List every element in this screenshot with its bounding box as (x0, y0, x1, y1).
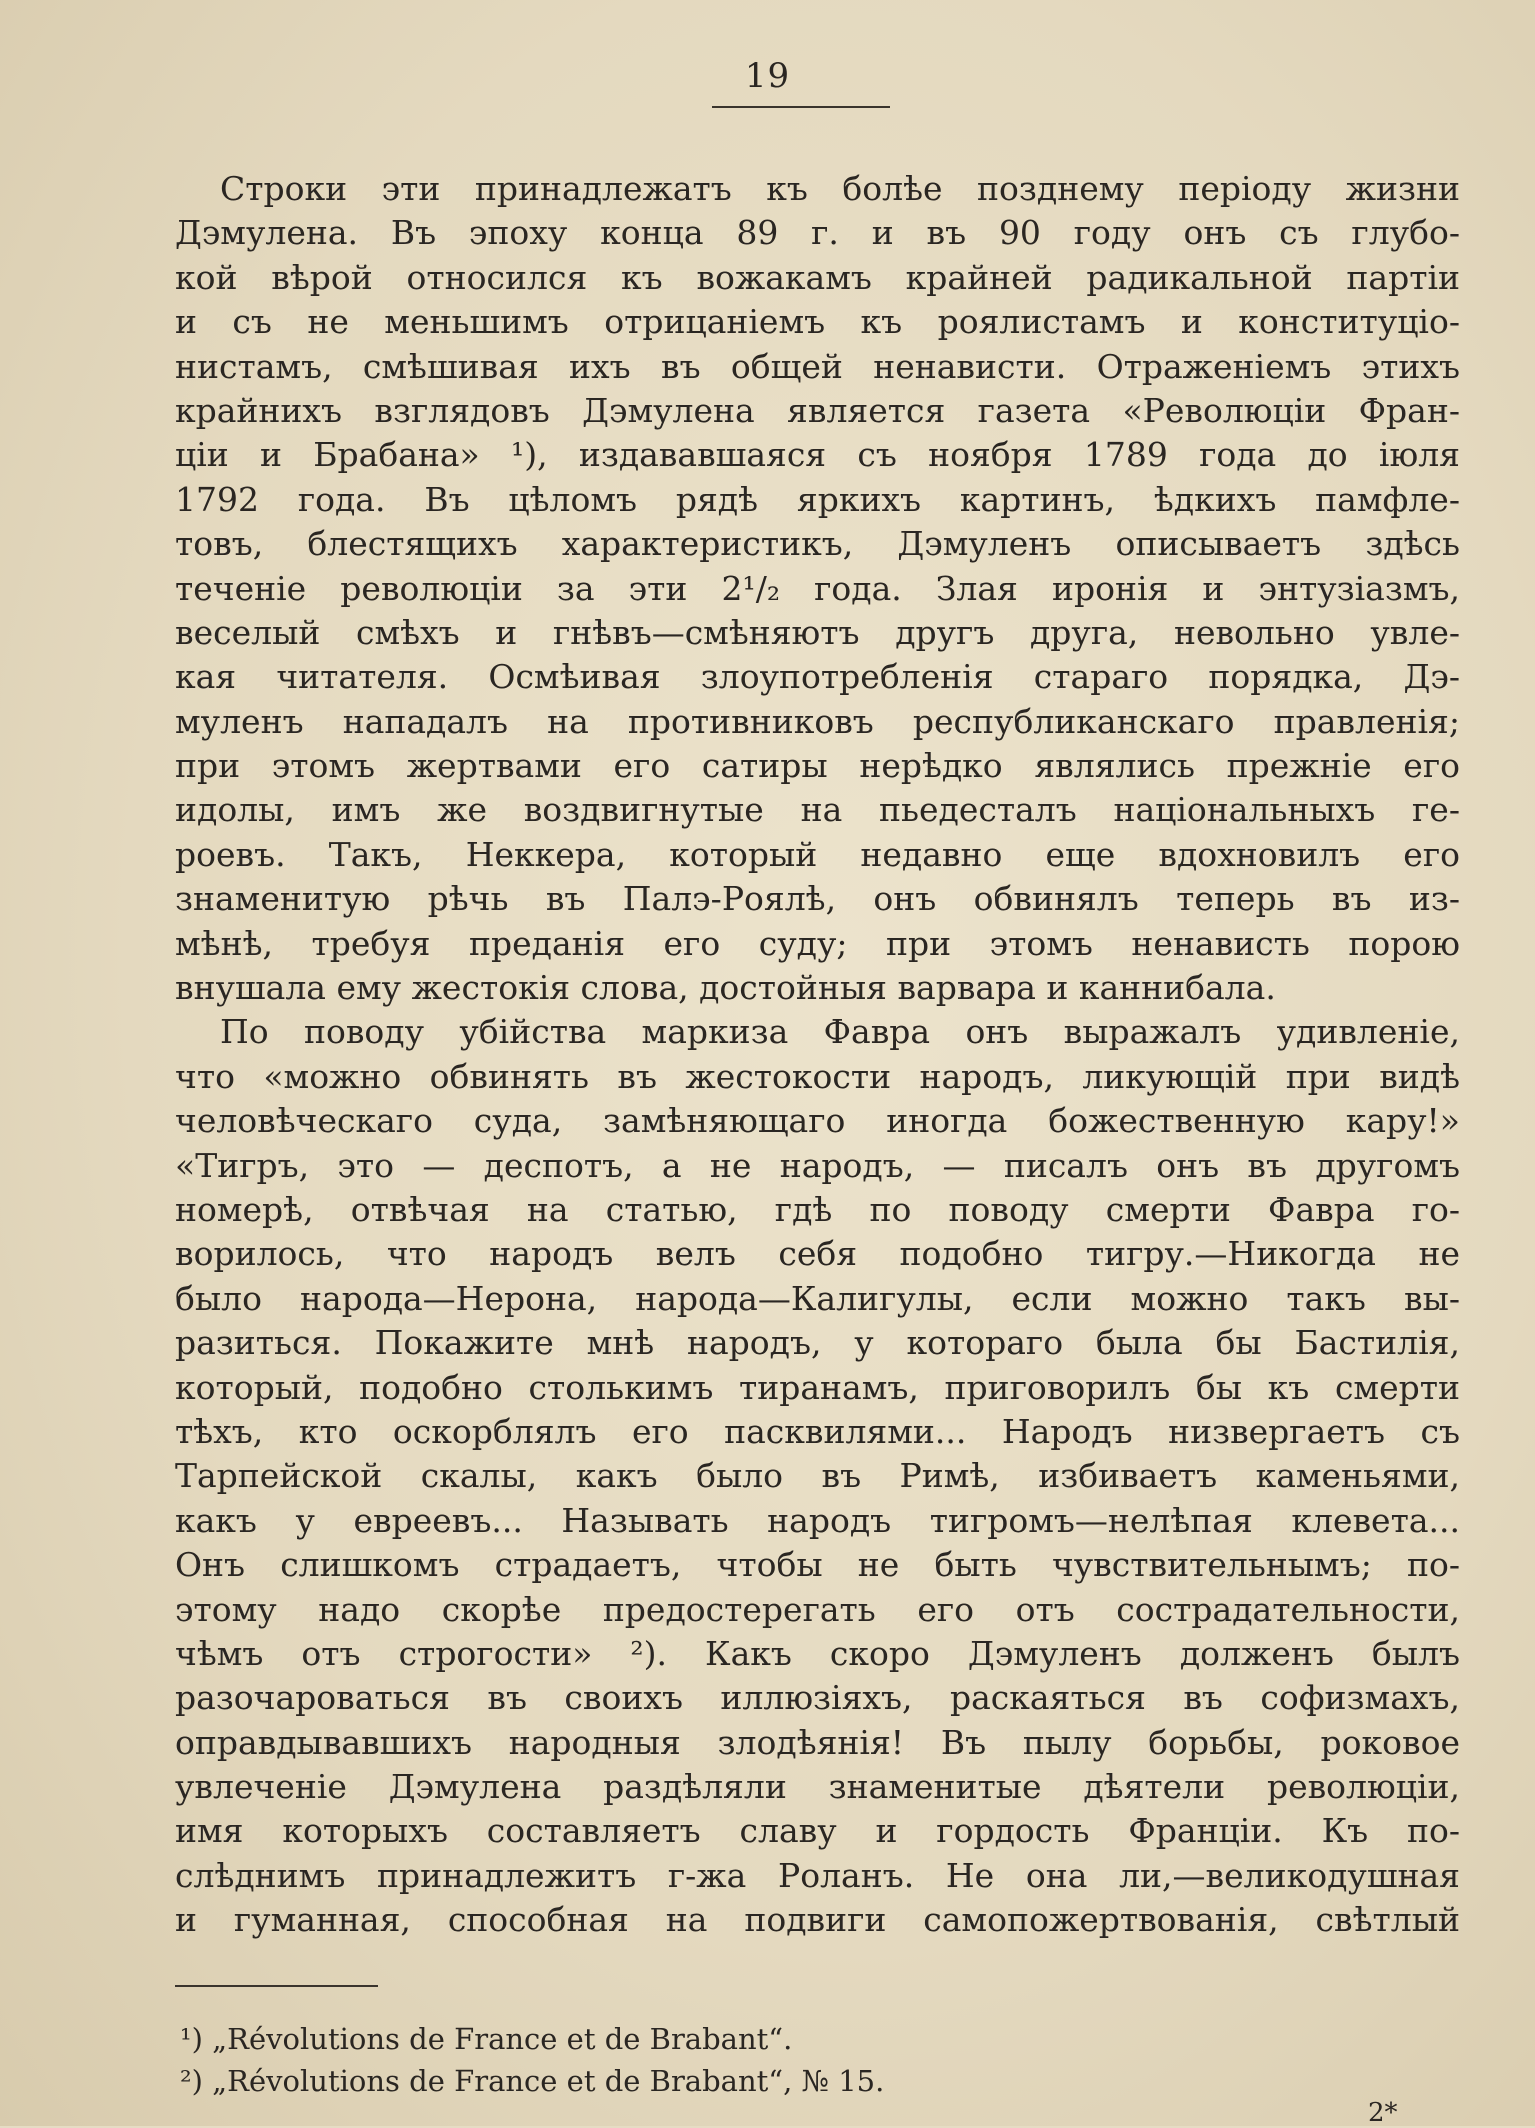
text-line: какъ у евреевъ... Называть народъ тигромъ—нелѣпая клевета... (175, 1500, 1460, 1540)
text-line: мѣнѣ, требуя преданія его суду; при этомъ ненависть порою (175, 923, 1460, 963)
text-line: человѣческаго суда, замѣняющаго иногда божественную кару!» (175, 1101, 1460, 1141)
text-line: Онъ слишкомъ страдаетъ, чтобы не быть чувствительнымъ; по- (175, 1545, 1460, 1585)
text-line: увлеченіе Дэмулена раздѣляли знаменитые дѣятели революціи, (175, 1767, 1460, 1807)
text-line: знаменитую рѣчь въ Палэ-Роялѣ, онъ обвинялъ теперь въ из- (175, 879, 1460, 919)
text-line: имя которыхъ составляетъ славу и гордость Франціи. Къ по- (175, 1811, 1460, 1851)
text-line: кая читателя. Осмѣивая злоупотребленія стараго порядка, Дэ- (175, 657, 1460, 697)
page-number-rule (712, 106, 890, 108)
text-line: муленъ нападалъ на противниковъ республиканскаго правленія; (175, 701, 1460, 741)
footnote: ²) „Révolutions de France et de Brabant“, № 15. (180, 2064, 885, 2098)
text-line: при этомъ жертвами его сатиры нерѣдко являлись прежніе его (175, 746, 1460, 786)
signature-mark: 2* (1368, 2098, 1398, 2128)
text-line: теченіе революціи за эти 2¹/₂ года. Злая иронія и энтузіазмъ, (175, 568, 1460, 608)
text-line: По поводу убійства маркиза Фавра онъ выражалъ удивленіе, (220, 1012, 1460, 1052)
text-line: что «можно обвинять въ жестокости народъ, ликующій при видѣ (175, 1056, 1460, 1096)
text-line: было народа—Нерона, народа—Калигулы, если можно такъ вы- (175, 1278, 1460, 1318)
text-line: товъ, блестящихъ характеристикъ, Дэмуленъ описываетъ здѣсь (175, 524, 1460, 564)
text-line: Дэмулена. Въ эпоху конца 89 г. и въ 90 году онъ съ глубо- (175, 213, 1460, 253)
footnote-rule (175, 1985, 378, 1987)
text-line: 1792 года. Въ цѣломъ рядѣ яркихъ картинъ, ѣдкихъ памфле- (175, 479, 1460, 519)
text-line: разочароваться въ своихъ иллюзіяхъ, раскаяться въ софизмахъ, (175, 1678, 1460, 1718)
text-line: этому надо скорѣе предостерегать его отъ сострадательности, (175, 1589, 1460, 1629)
text-line: нистамъ, смѣшивая ихъ въ общей ненависти. Отраженіемъ этихъ (175, 346, 1460, 386)
text-line: и съ не меньшимъ отрицаніемъ къ роялистамъ и конституціо- (175, 302, 1460, 342)
text-line: и гуманная, способная на подвиги самопожертвованія, свѣтлый (175, 1900, 1460, 1940)
text-line: номерѣ, отвѣчая на статью, гдѣ по поводу смерти Фавра го- (175, 1189, 1460, 1229)
footnotes (180, 2018, 1280, 2102)
text-line: внушала ему жестокія слова, достойныя варвара и каннибала. (175, 968, 1276, 1008)
text-line: оправдывавшихъ народныя злодѣянія! Въ пылу борьбы, роковое (175, 1722, 1460, 1762)
text-line: разиться. Покажите мнѣ народъ, у котораго была бы Бастилія, (175, 1323, 1460, 1363)
text-line: ціи и Брабана» ¹), издававшаяся съ ноября 1789 года до іюля (175, 435, 1460, 475)
text-line: крайнихъ взглядовъ Дэмулена является газета «Революціи Фран- (175, 390, 1460, 430)
text-line: роевъ. Такъ, Неккера, который недавно еще вдохновилъ его (175, 834, 1460, 874)
text-line: чѣмъ отъ строгости» ²). Какъ скоро Дэмуленъ долженъ былъ (175, 1633, 1460, 1673)
footnote: ¹) „Révolutions de France et de Brabant“. (180, 2022, 793, 2056)
text-line: Тарпейской скалы, какъ было въ Римѣ, избиваетъ каменьями, (175, 1456, 1460, 1496)
text-line: «Тигръ, это — деспотъ, а не народъ, — писалъ онъ въ другомъ (175, 1145, 1460, 1185)
text-line: ворилось, что народъ велъ себя подобно тигру.—Никогда не (175, 1234, 1460, 1274)
text-line: слѣднимъ принадлежитъ г-жа Роланъ. Не она ли,—великодушная (175, 1855, 1460, 1895)
text-line: идолы, имъ же воздвигнутые на пьедесталъ національныхъ ге- (175, 790, 1460, 830)
text-line: Строки эти принадлежатъ къ болѣе позднему періоду жизни (220, 169, 1460, 208)
text-line: кой вѣрой относился къ вожакамъ крайней радикальной партіи (175, 257, 1460, 297)
text-line: веселый смѣхъ и гнѣвъ—смѣняютъ другъ друга, невольно увле- (175, 612, 1460, 652)
body-text (175, 167, 1460, 1943)
page-number: 19 (744, 56, 791, 96)
text-line: который, подобно столькимъ тиранамъ, приговорилъ бы къ смерти (175, 1367, 1460, 1407)
text-line: тѣхъ, кто оскорблялъ его пасквилями... Народъ низвергаетъ съ (175, 1411, 1460, 1451)
